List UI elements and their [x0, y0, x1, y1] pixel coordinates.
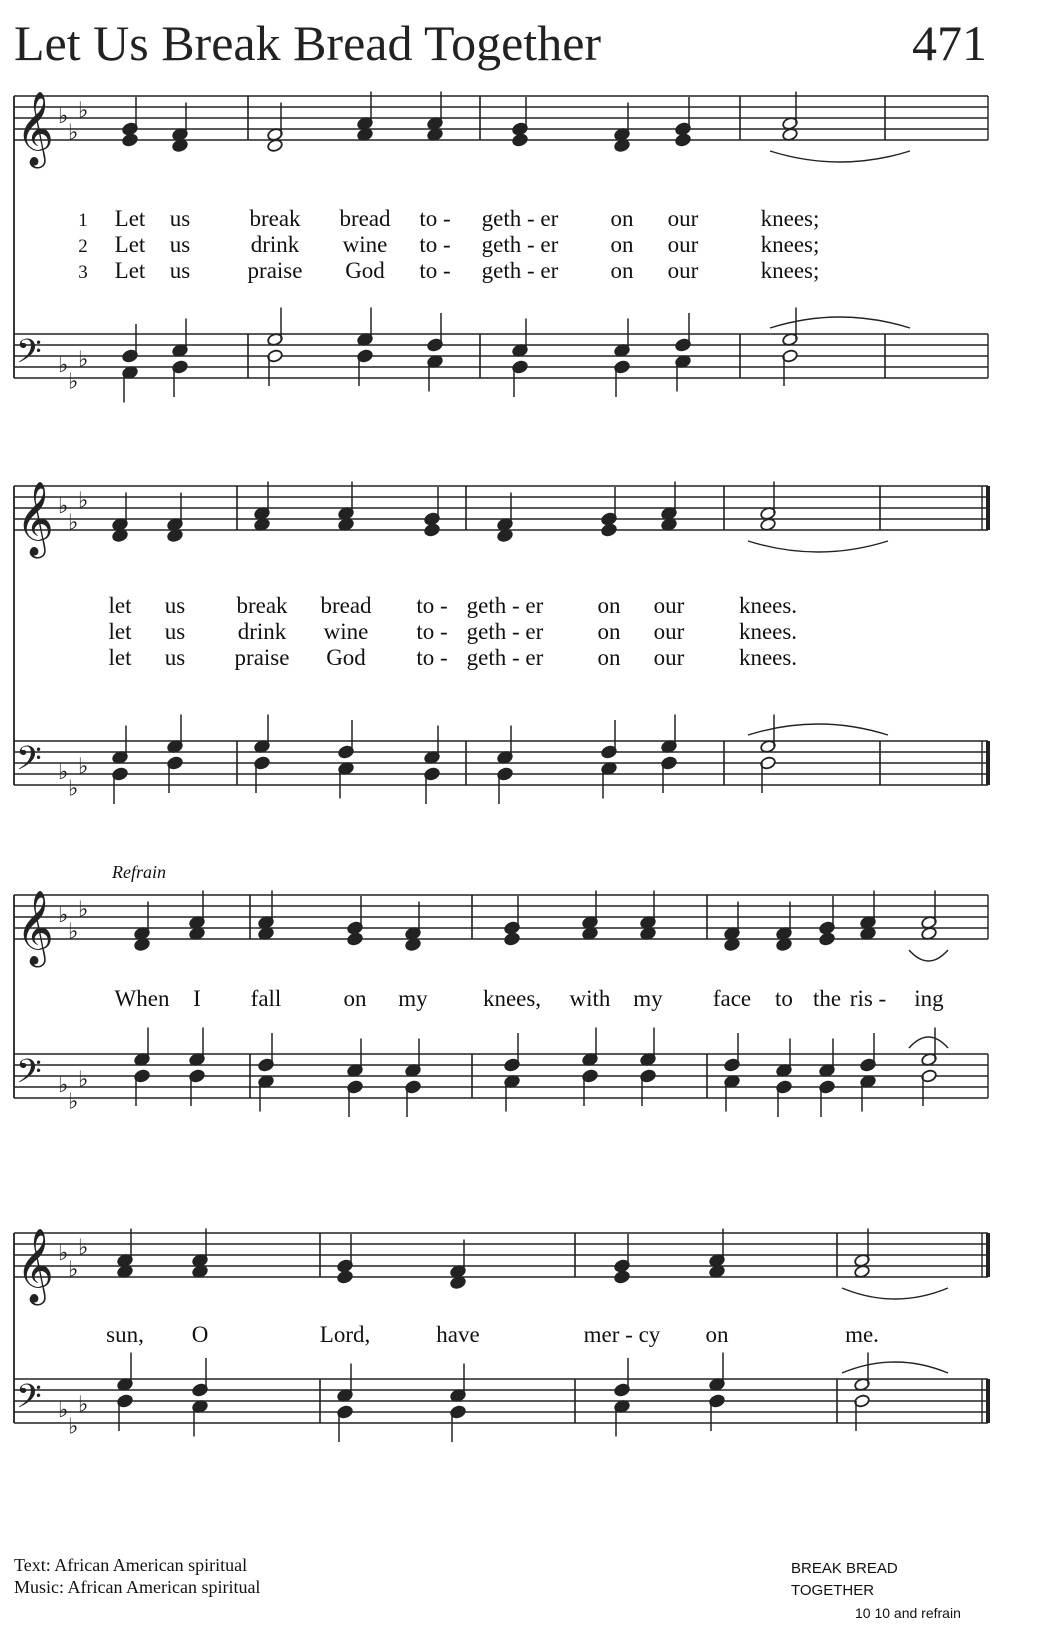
lyric-syllable: me. [845, 1322, 879, 1347]
lyric-syllable: us [169, 206, 191, 231]
notehead [675, 133, 692, 147]
flat-sign: ♭ [58, 760, 69, 785]
bass-clef: 𝄢 [16, 333, 42, 379]
refrain-label: Refrain [112, 862, 166, 882]
notehead [122, 133, 139, 147]
lyric-syllable: let [108, 645, 132, 670]
lyric-syllable: ing [914, 986, 944, 1011]
lyric-syllable: drink [237, 619, 287, 644]
lyric-syllable: on [610, 206, 634, 231]
lyric-syllable: us [169, 232, 191, 257]
flat-sign: ♭ [68, 919, 79, 945]
verse-number: 2 [78, 236, 88, 257]
treble-clef: 𝄞 [16, 891, 54, 965]
lyric-syllable: geth - er [466, 619, 544, 644]
lyric-syllable: on [597, 593, 621, 618]
tie [770, 317, 910, 328]
lyric-syllable: knees. [738, 619, 798, 644]
lyric-syllable: let [108, 619, 132, 644]
lyric-syllable: knees. [738, 645, 798, 670]
bass-clef: 𝄢 [16, 1053, 42, 1099]
lyric-syllable: with [569, 986, 611, 1011]
lyric-syllable: geth - er [466, 645, 544, 670]
lyric-syllable: on [343, 986, 367, 1011]
hymn-number: 471 [912, 15, 987, 71]
treble-clef: 𝄞 [16, 92, 54, 166]
lyric-syllable: our [653, 593, 685, 618]
lyric-syllable: to - [419, 206, 451, 231]
flat-sign: ♭ [58, 903, 69, 928]
notehead [347, 932, 364, 946]
lyric-syllable: I [193, 986, 201, 1011]
lyric-syllable: When [114, 986, 170, 1011]
flat-sign: ♭ [68, 1089, 79, 1115]
lyric-syllable: God [326, 645, 366, 670]
notehead [819, 932, 836, 946]
flat-sign: ♭ [58, 1073, 69, 1098]
lyric-syllable: our [667, 258, 699, 283]
flat-sign: ♭ [68, 1257, 79, 1283]
tune-name: BREAK BREAD TOGETHER [791, 1560, 898, 1599]
lyric-syllable: bread [339, 206, 391, 231]
text-credit: Text: African American spiritual [14, 1555, 248, 1575]
lyric-syllable: Let [114, 206, 146, 231]
lyric-syllable: to [775, 986, 793, 1011]
lyric-syllable: us [164, 593, 186, 618]
lyric-syllable: O [191, 1322, 209, 1347]
flat-sign: ♭ [78, 98, 89, 124]
lyric-syllable: knees; [760, 258, 820, 283]
lyric-syllable: on [705, 1322, 729, 1347]
notehead [424, 523, 441, 537]
notehead [504, 932, 521, 946]
lyric-syllable: geth - er [481, 232, 559, 257]
tie [748, 724, 888, 735]
lyric-syllable: our [653, 619, 685, 644]
lyric-syllable: knees, [482, 986, 542, 1011]
lyric-syllable: have [436, 1322, 480, 1347]
flat-sign: ♭ [68, 369, 79, 395]
bass-clef: 𝄢 [16, 740, 42, 786]
lyric-syllable: drink [250, 232, 300, 257]
lyric-syllable: on [597, 619, 621, 644]
lyric-syllable: mer - cy [583, 1322, 661, 1347]
lyric-syllable: our [667, 206, 699, 231]
lyric-syllable: geth - er [481, 206, 559, 231]
lyric-syllable: wine [342, 232, 388, 257]
notehead [614, 1270, 631, 1284]
lyric-syllable: bread [320, 593, 372, 618]
credits [14, 1554, 260, 1598]
lyric-syllable: to - [416, 645, 448, 670]
notehead [601, 523, 618, 537]
lyric-syllable: break [249, 206, 301, 231]
lyric-syllable: on [610, 258, 634, 283]
flat-sign: ♭ [58, 353, 69, 378]
flat-sign: ♭ [78, 1392, 89, 1418]
meter: 10 10 and refrain [855, 1605, 961, 1621]
notehead [337, 1270, 354, 1284]
lyric-syllable: geth - er [466, 593, 544, 618]
flat-sign: ♭ [58, 1241, 69, 1266]
flat-sign: ♭ [68, 776, 79, 802]
flat-sign: ♭ [58, 494, 69, 519]
lyric-syllable: face [712, 986, 752, 1011]
lyric-syllable: break [236, 593, 288, 618]
flat-sign: ♭ [78, 347, 89, 373]
tie [909, 950, 948, 961]
lyric-syllable: on [610, 232, 634, 257]
bass-clef: 𝄢 [16, 1378, 42, 1424]
lyric-syllable: wine [323, 619, 369, 644]
lyric-syllable: let [108, 593, 132, 618]
flat-sign: ♭ [68, 120, 79, 146]
flat-sign: ♭ [78, 897, 89, 923]
lyric-syllable: our [667, 232, 699, 257]
music-credit: Music: African American spiritual [14, 1577, 261, 1597]
lyric-syllable: Let [114, 258, 146, 283]
lyric-syllable: our [653, 645, 685, 670]
treble-clef: 𝄞 [16, 482, 54, 556]
lyric-syllable: Let [114, 232, 146, 257]
tie [770, 151, 910, 162]
lyric-syllable: fall [250, 986, 282, 1011]
flat-sign: ♭ [78, 754, 89, 780]
verse-number: 1 [78, 210, 88, 231]
tie [909, 1037, 948, 1048]
lyric-syllable: Lord, [319, 1322, 371, 1347]
flat-sign: ♭ [58, 104, 69, 129]
tie [842, 1362, 948, 1373]
lyric-syllable: to - [419, 232, 451, 257]
lyric-syllable: knees; [760, 206, 820, 231]
lyric-syllable: sun, [106, 1322, 144, 1347]
treble-clef: 𝄞 [16, 1229, 54, 1303]
flat-sign: ♭ [78, 1235, 89, 1261]
lyric-syllable: God [345, 258, 385, 283]
flat-sign: ♭ [78, 488, 89, 514]
lyric-syllable: to - [416, 619, 448, 644]
lyric-syllable: ris - [849, 986, 887, 1011]
lyric-syllable: on [597, 645, 621, 670]
lyric-syllable: geth - er [481, 258, 559, 283]
lyric-syllable: knees; [760, 232, 820, 257]
lyric-syllable: my [398, 986, 428, 1011]
hymn-title: Let Us Break Bread Together [14, 15, 602, 71]
lyric-syllable: my [633, 986, 663, 1011]
lyric-syllable: knees. [738, 593, 798, 618]
flat-sign: ♭ [68, 1414, 79, 1440]
lyric-syllable: to - [419, 258, 451, 283]
lyric-syllable: the [812, 986, 842, 1011]
verse-number: 3 [78, 262, 88, 283]
flat-sign: ♭ [58, 1398, 69, 1423]
flat-sign: ♭ [68, 510, 79, 536]
lyric-syllable: us [164, 645, 186, 670]
notehead [512, 133, 529, 147]
tune-info [791, 1558, 981, 1624]
tie [842, 1288, 948, 1299]
lyric-syllable: praise [247, 258, 303, 283]
tie [748, 541, 888, 552]
lyric-syllable: us [169, 258, 191, 283]
lyric-syllable: praise [234, 645, 290, 670]
lyric-syllable: to - [416, 593, 448, 618]
lyric-syllable: us [164, 619, 186, 644]
flat-sign: ♭ [78, 1067, 89, 1093]
